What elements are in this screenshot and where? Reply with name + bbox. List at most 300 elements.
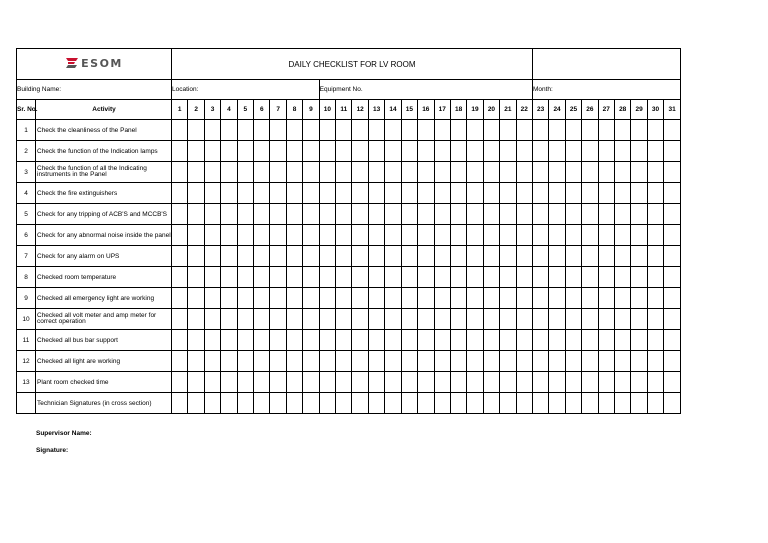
check-cell[interactable] <box>237 351 253 372</box>
check-cell[interactable] <box>532 372 548 393</box>
check-cell[interactable] <box>270 204 286 225</box>
check-cell[interactable] <box>582 288 598 309</box>
check-cell[interactable] <box>664 225 681 246</box>
check-cell[interactable] <box>614 246 630 267</box>
check-cell[interactable] <box>434 141 450 162</box>
check-cell[interactable] <box>352 225 368 246</box>
check-cell[interactable] <box>385 183 401 204</box>
check-cell[interactable] <box>204 309 220 330</box>
check-cell[interactable] <box>286 351 302 372</box>
check-cell[interactable] <box>434 288 450 309</box>
check-cell[interactable] <box>664 330 681 351</box>
check-cell[interactable] <box>204 393 220 414</box>
check-cell[interactable] <box>631 330 647 351</box>
check-cell[interactable] <box>172 351 188 372</box>
check-cell[interactable] <box>270 246 286 267</box>
check-cell[interactable] <box>631 309 647 330</box>
check-cell[interactable] <box>221 120 237 141</box>
check-cell[interactable] <box>221 288 237 309</box>
check-cell[interactable] <box>172 246 188 267</box>
check-cell[interactable] <box>286 141 302 162</box>
check-cell[interactable] <box>188 393 204 414</box>
check-cell[interactable] <box>450 288 466 309</box>
check-cell[interactable] <box>450 351 466 372</box>
check-cell[interactable] <box>565 267 581 288</box>
check-cell[interactable] <box>450 330 466 351</box>
check-cell[interactable] <box>598 225 614 246</box>
check-cell[interactable] <box>516 120 532 141</box>
check-cell[interactable] <box>483 183 499 204</box>
check-cell[interactable] <box>467 330 483 351</box>
check-cell[interactable] <box>204 141 220 162</box>
check-cell[interactable] <box>254 288 270 309</box>
check-cell[interactable] <box>516 351 532 372</box>
check-cell[interactable] <box>418 141 434 162</box>
check-cell[interactable] <box>319 309 335 330</box>
check-cell[interactable] <box>418 204 434 225</box>
check-cell[interactable] <box>401 393 417 414</box>
check-cell[interactable] <box>237 330 253 351</box>
check-cell[interactable] <box>172 309 188 330</box>
check-cell[interactable] <box>516 393 532 414</box>
check-cell[interactable] <box>254 372 270 393</box>
check-cell[interactable] <box>549 267 565 288</box>
check-cell[interactable] <box>664 183 681 204</box>
check-cell[interactable] <box>188 372 204 393</box>
check-cell[interactable] <box>582 351 598 372</box>
check-cell[interactable] <box>352 330 368 351</box>
check-cell[interactable] <box>418 330 434 351</box>
check-cell[interactable] <box>368 372 384 393</box>
check-cell[interactable] <box>204 372 220 393</box>
check-cell[interactable] <box>401 162 417 183</box>
check-cell[interactable] <box>352 204 368 225</box>
check-cell[interactable] <box>532 267 548 288</box>
check-cell[interactable] <box>647 267 663 288</box>
check-cell[interactable] <box>565 393 581 414</box>
check-cell[interactable] <box>352 162 368 183</box>
check-cell[interactable] <box>286 225 302 246</box>
check-cell[interactable] <box>532 246 548 267</box>
check-cell[interactable] <box>450 183 466 204</box>
check-cell[interactable] <box>516 288 532 309</box>
check-cell[interactable] <box>172 372 188 393</box>
check-cell[interactable] <box>418 351 434 372</box>
check-cell[interactable] <box>565 330 581 351</box>
check-cell[interactable] <box>188 309 204 330</box>
check-cell[interactable] <box>385 393 401 414</box>
check-cell[interactable] <box>631 141 647 162</box>
check-cell[interactable] <box>188 120 204 141</box>
check-cell[interactable] <box>614 372 630 393</box>
check-cell[interactable] <box>270 393 286 414</box>
check-cell[interactable] <box>172 162 188 183</box>
check-cell[interactable] <box>434 162 450 183</box>
check-cell[interactable] <box>254 183 270 204</box>
check-cell[interactable] <box>467 309 483 330</box>
check-cell[interactable] <box>221 183 237 204</box>
check-cell[interactable] <box>467 225 483 246</box>
check-cell[interactable] <box>418 246 434 267</box>
check-cell[interactable] <box>434 246 450 267</box>
check-cell[interactable] <box>483 393 499 414</box>
check-cell[interactable] <box>254 120 270 141</box>
check-cell[interactable] <box>500 120 516 141</box>
check-cell[interactable] <box>565 225 581 246</box>
check-cell[interactable] <box>385 225 401 246</box>
check-cell[interactable] <box>516 162 532 183</box>
check-cell[interactable] <box>336 225 352 246</box>
check-cell[interactable] <box>532 183 548 204</box>
check-cell[interactable] <box>664 309 681 330</box>
check-cell[interactable] <box>286 372 302 393</box>
check-cell[interactable] <box>286 288 302 309</box>
check-cell[interactable] <box>565 183 581 204</box>
check-cell[interactable] <box>483 267 499 288</box>
check-cell[interactable] <box>582 267 598 288</box>
check-cell[interactable] <box>254 267 270 288</box>
check-cell[interactable] <box>303 183 319 204</box>
check-cell[interactable] <box>598 141 614 162</box>
check-cell[interactable] <box>319 267 335 288</box>
check-cell[interactable] <box>549 120 565 141</box>
check-cell[interactable] <box>368 393 384 414</box>
check-cell[interactable] <box>467 267 483 288</box>
check-cell[interactable] <box>385 204 401 225</box>
check-cell[interactable] <box>598 351 614 372</box>
check-cell[interactable] <box>204 267 220 288</box>
check-cell[interactable] <box>631 162 647 183</box>
check-cell[interactable] <box>188 267 204 288</box>
check-cell[interactable] <box>336 162 352 183</box>
check-cell[interactable] <box>352 120 368 141</box>
check-cell[interactable] <box>434 393 450 414</box>
check-cell[interactable] <box>614 288 630 309</box>
check-cell[interactable] <box>483 225 499 246</box>
check-cell[interactable] <box>336 309 352 330</box>
check-cell[interactable] <box>565 351 581 372</box>
check-cell[interactable] <box>286 309 302 330</box>
check-cell[interactable] <box>565 372 581 393</box>
check-cell[interactable] <box>664 351 681 372</box>
check-cell[interactable] <box>598 288 614 309</box>
check-cell[interactable] <box>434 351 450 372</box>
check-cell[interactable] <box>467 372 483 393</box>
check-cell[interactable] <box>270 225 286 246</box>
check-cell[interactable] <box>664 372 681 393</box>
check-cell[interactable] <box>532 351 548 372</box>
check-cell[interactable] <box>582 393 598 414</box>
check-cell[interactable] <box>516 141 532 162</box>
check-cell[interactable] <box>336 246 352 267</box>
check-cell[interactable] <box>254 204 270 225</box>
check-cell[interactable] <box>336 393 352 414</box>
check-cell[interactable] <box>582 330 598 351</box>
check-cell[interactable] <box>368 162 384 183</box>
check-cell[interactable] <box>483 309 499 330</box>
check-cell[interactable] <box>631 351 647 372</box>
check-cell[interactable] <box>500 225 516 246</box>
check-cell[interactable] <box>664 267 681 288</box>
check-cell[interactable] <box>582 183 598 204</box>
check-cell[interactable] <box>188 204 204 225</box>
check-cell[interactable] <box>286 162 302 183</box>
check-cell[interactable] <box>418 288 434 309</box>
check-cell[interactable] <box>467 246 483 267</box>
check-cell[interactable] <box>401 309 417 330</box>
check-cell[interactable] <box>582 225 598 246</box>
check-cell[interactable] <box>532 330 548 351</box>
check-cell[interactable] <box>254 162 270 183</box>
check-cell[interactable] <box>401 351 417 372</box>
check-cell[interactable] <box>352 393 368 414</box>
check-cell[interactable] <box>549 309 565 330</box>
check-cell[interactable] <box>172 267 188 288</box>
check-cell[interactable] <box>582 120 598 141</box>
check-cell[interactable] <box>319 141 335 162</box>
check-cell[interactable] <box>647 330 663 351</box>
check-cell[interactable] <box>532 162 548 183</box>
check-cell[interactable] <box>483 330 499 351</box>
check-cell[interactable] <box>286 183 302 204</box>
check-cell[interactable] <box>467 288 483 309</box>
check-cell[interactable] <box>664 162 681 183</box>
check-cell[interactable] <box>614 183 630 204</box>
check-cell[interactable] <box>516 246 532 267</box>
check-cell[interactable] <box>516 372 532 393</box>
check-cell[interactable] <box>549 162 565 183</box>
check-cell[interactable] <box>319 246 335 267</box>
check-cell[interactable] <box>450 120 466 141</box>
check-cell[interactable] <box>647 372 663 393</box>
check-cell[interactable] <box>516 267 532 288</box>
check-cell[interactable] <box>647 288 663 309</box>
check-cell[interactable] <box>582 309 598 330</box>
check-cell[interactable] <box>237 183 253 204</box>
check-cell[interactable] <box>237 246 253 267</box>
check-cell[interactable] <box>500 267 516 288</box>
check-cell[interactable] <box>664 141 681 162</box>
check-cell[interactable] <box>434 183 450 204</box>
check-cell[interactable] <box>221 372 237 393</box>
check-cell[interactable] <box>270 183 286 204</box>
check-cell[interactable] <box>647 204 663 225</box>
check-cell[interactable] <box>270 162 286 183</box>
check-cell[interactable] <box>385 120 401 141</box>
check-cell[interactable] <box>549 204 565 225</box>
check-cell[interactable] <box>303 267 319 288</box>
check-cell[interactable] <box>532 204 548 225</box>
check-cell[interactable] <box>303 246 319 267</box>
check-cell[interactable] <box>336 351 352 372</box>
check-cell[interactable] <box>172 183 188 204</box>
check-cell[interactable] <box>549 393 565 414</box>
check-cell[interactable] <box>598 204 614 225</box>
check-cell[interactable] <box>434 330 450 351</box>
check-cell[interactable] <box>450 372 466 393</box>
check-cell[interactable] <box>467 393 483 414</box>
check-cell[interactable] <box>647 309 663 330</box>
check-cell[interactable] <box>483 204 499 225</box>
check-cell[interactable] <box>614 141 630 162</box>
check-cell[interactable] <box>598 183 614 204</box>
check-cell[interactable] <box>319 330 335 351</box>
check-cell[interactable] <box>418 120 434 141</box>
check-cell[interactable] <box>270 372 286 393</box>
check-cell[interactable] <box>303 141 319 162</box>
check-cell[interactable] <box>336 141 352 162</box>
check-cell[interactable] <box>631 393 647 414</box>
check-cell[interactable] <box>418 267 434 288</box>
check-cell[interactable] <box>532 288 548 309</box>
check-cell[interactable] <box>500 246 516 267</box>
check-cell[interactable] <box>532 225 548 246</box>
check-cell[interactable] <box>188 183 204 204</box>
check-cell[interactable] <box>270 330 286 351</box>
check-cell[interactable] <box>450 204 466 225</box>
check-cell[interactable] <box>270 351 286 372</box>
check-cell[interactable] <box>450 162 466 183</box>
check-cell[interactable] <box>368 288 384 309</box>
check-cell[interactable] <box>270 288 286 309</box>
check-cell[interactable] <box>598 309 614 330</box>
check-cell[interactable] <box>664 120 681 141</box>
check-cell[interactable] <box>664 246 681 267</box>
check-cell[interactable] <box>467 351 483 372</box>
check-cell[interactable] <box>319 393 335 414</box>
check-cell[interactable] <box>532 393 548 414</box>
check-cell[interactable] <box>401 141 417 162</box>
check-cell[interactable] <box>254 351 270 372</box>
check-cell[interactable] <box>286 120 302 141</box>
check-cell[interactable] <box>188 351 204 372</box>
check-cell[interactable] <box>631 183 647 204</box>
check-cell[interactable] <box>598 267 614 288</box>
check-cell[interactable] <box>336 330 352 351</box>
check-cell[interactable] <box>565 141 581 162</box>
check-cell[interactable] <box>221 246 237 267</box>
check-cell[interactable] <box>237 225 253 246</box>
check-cell[interactable] <box>319 204 335 225</box>
check-cell[interactable] <box>172 330 188 351</box>
check-cell[interactable] <box>172 393 188 414</box>
check-cell[interactable] <box>286 267 302 288</box>
check-cell[interactable] <box>450 225 466 246</box>
check-cell[interactable] <box>401 372 417 393</box>
check-cell[interactable] <box>237 393 253 414</box>
check-cell[interactable] <box>368 141 384 162</box>
check-cell[interactable] <box>549 351 565 372</box>
check-cell[interactable] <box>401 120 417 141</box>
check-cell[interactable] <box>582 141 598 162</box>
check-cell[interactable] <box>286 246 302 267</box>
check-cell[interactable] <box>221 204 237 225</box>
check-cell[interactable] <box>631 267 647 288</box>
check-cell[interactable] <box>500 330 516 351</box>
check-cell[interactable] <box>631 372 647 393</box>
check-cell[interactable] <box>303 288 319 309</box>
check-cell[interactable] <box>336 288 352 309</box>
check-cell[interactable] <box>565 288 581 309</box>
check-cell[interactable] <box>385 267 401 288</box>
check-cell[interactable] <box>434 225 450 246</box>
check-cell[interactable] <box>303 120 319 141</box>
check-cell[interactable] <box>467 120 483 141</box>
check-cell[interactable] <box>631 246 647 267</box>
check-cell[interactable] <box>549 330 565 351</box>
check-cell[interactable] <box>532 120 548 141</box>
check-cell[interactable] <box>385 330 401 351</box>
check-cell[interactable] <box>237 267 253 288</box>
check-cell[interactable] <box>500 351 516 372</box>
check-cell[interactable] <box>270 141 286 162</box>
check-cell[interactable] <box>204 204 220 225</box>
check-cell[interactable] <box>434 309 450 330</box>
check-cell[interactable] <box>286 330 302 351</box>
check-cell[interactable] <box>319 225 335 246</box>
check-cell[interactable] <box>401 204 417 225</box>
check-cell[interactable] <box>385 162 401 183</box>
check-cell[interactable] <box>352 288 368 309</box>
check-cell[interactable] <box>647 225 663 246</box>
check-cell[interactable] <box>664 393 681 414</box>
check-cell[interactable] <box>237 204 253 225</box>
check-cell[interactable] <box>549 288 565 309</box>
check-cell[interactable] <box>204 288 220 309</box>
check-cell[interactable] <box>467 141 483 162</box>
check-cell[interactable] <box>319 162 335 183</box>
check-cell[interactable] <box>270 309 286 330</box>
check-cell[interactable] <box>418 162 434 183</box>
check-cell[interactable] <box>352 372 368 393</box>
check-cell[interactable] <box>270 267 286 288</box>
check-cell[interactable] <box>368 183 384 204</box>
check-cell[interactable] <box>483 120 499 141</box>
check-cell[interactable] <box>434 267 450 288</box>
check-cell[interactable] <box>352 351 368 372</box>
check-cell[interactable] <box>172 204 188 225</box>
check-cell[interactable] <box>336 267 352 288</box>
check-cell[interactable] <box>418 393 434 414</box>
check-cell[interactable] <box>418 309 434 330</box>
check-cell[interactable] <box>352 309 368 330</box>
check-cell[interactable] <box>450 267 466 288</box>
check-cell[interactable] <box>401 225 417 246</box>
check-cell[interactable] <box>500 162 516 183</box>
check-cell[interactable] <box>188 330 204 351</box>
check-cell[interactable] <box>368 309 384 330</box>
check-cell[interactable] <box>254 330 270 351</box>
check-cell[interactable] <box>631 288 647 309</box>
check-cell[interactable] <box>483 351 499 372</box>
check-cell[interactable] <box>204 225 220 246</box>
check-cell[interactable] <box>598 393 614 414</box>
check-cell[interactable] <box>664 204 681 225</box>
check-cell[interactable] <box>319 183 335 204</box>
check-cell[interactable] <box>336 372 352 393</box>
check-cell[interactable] <box>467 204 483 225</box>
check-cell[interactable] <box>270 120 286 141</box>
check-cell[interactable] <box>221 351 237 372</box>
check-cell[interactable] <box>352 267 368 288</box>
check-cell[interactable] <box>418 372 434 393</box>
check-cell[interactable] <box>467 162 483 183</box>
check-cell[interactable] <box>204 330 220 351</box>
check-cell[interactable] <box>303 351 319 372</box>
check-cell[interactable] <box>647 141 663 162</box>
check-cell[interactable] <box>254 393 270 414</box>
check-cell[interactable] <box>631 204 647 225</box>
